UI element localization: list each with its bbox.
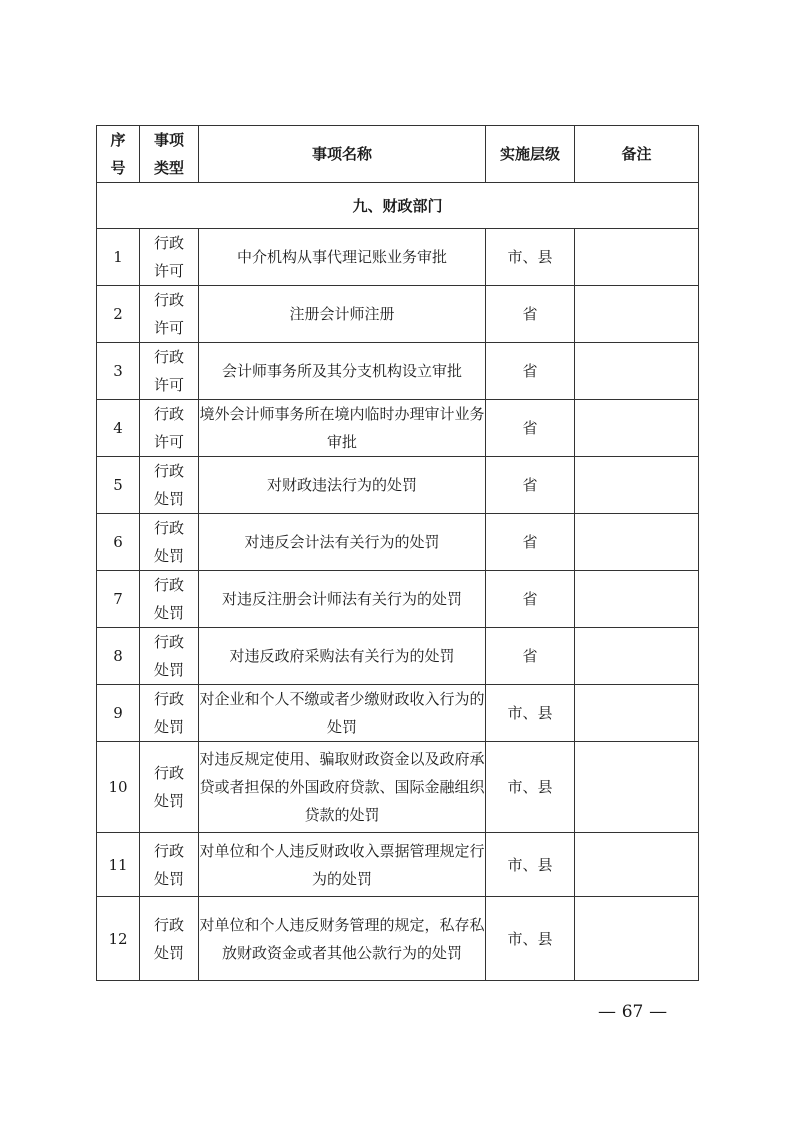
- row-number: 4: [97, 400, 140, 457]
- row-note: [575, 514, 699, 571]
- table-row: [97, 343, 699, 400]
- row-type-line1: 行政: [153, 405, 184, 423]
- row-note: [575, 897, 699, 981]
- row-note: [575, 742, 699, 833]
- row-type: [140, 833, 199, 897]
- row-type: [140, 229, 199, 286]
- row-type: [140, 343, 199, 400]
- section-title: 九、财政部门: [97, 183, 699, 229]
- row-level: 市、县: [486, 742, 575, 833]
- row-number: 1: [97, 229, 140, 286]
- row-type-line1: 行政: [153, 633, 184, 651]
- row-item-name: 对企业和个人不缴或者少缴财政收入行为的处罚: [199, 685, 486, 742]
- row-level: 省: [486, 514, 575, 571]
- table-row: [97, 571, 699, 628]
- row-number: 9: [97, 685, 140, 742]
- row-type: [140, 897, 199, 981]
- row-item-name: 注册会计师注册: [199, 286, 486, 343]
- row-type-line2: 许可: [153, 376, 184, 394]
- row-type: [140, 685, 199, 742]
- table-row: [97, 400, 699, 457]
- row-type-line1: 行政: [153, 462, 184, 480]
- row-type: [140, 286, 199, 343]
- row-level: 省: [486, 400, 575, 457]
- row-level: 省: [486, 286, 575, 343]
- row-type-line1: 行政: [153, 915, 184, 934]
- header-note: 备注: [575, 126, 699, 183]
- row-level: 省: [486, 571, 575, 628]
- row-number: 5: [97, 457, 140, 514]
- table-row: [97, 833, 699, 897]
- table-row: [97, 897, 699, 981]
- row-level: 省: [486, 457, 575, 514]
- footer-dash-right: —: [643, 1001, 668, 1022]
- row-item-name: 会计师事务所及其分支机构设立审批: [199, 343, 486, 400]
- row-type: [140, 628, 199, 685]
- row-item-name: 对违反会计法有关行为的处罚: [199, 514, 486, 571]
- row-number: 7: [97, 571, 140, 628]
- header-type-line2: 类型: [153, 159, 184, 177]
- row-item-name: 对违反政府采购法有关行为的处罚: [199, 628, 486, 685]
- row-type-line1: 行政: [153, 291, 184, 309]
- row-item-name: 对单位和个人违反财政收入票据管理规定行为的处罚: [199, 833, 486, 897]
- row-item-name: 对财政违法行为的处罚: [199, 457, 486, 514]
- footer-dash-left: —: [598, 1001, 622, 1022]
- row-number: 12: [97, 897, 140, 981]
- row-item-name: 中介机构从事代理记账业务审批: [199, 229, 486, 286]
- row-level: 市、县: [486, 685, 575, 742]
- row-type: [140, 571, 199, 628]
- row-item-name: 对单位和个人违反财务管理的规定，私存私放财政资金或者其他公款行为的处罚: [199, 897, 486, 981]
- row-type-line1: 行政: [153, 841, 184, 860]
- table-row: [97, 742, 699, 833]
- row-type-line2: 处罚: [153, 869, 184, 888]
- row-item-name: 对违反注册会计师法有关行为的处罚: [199, 571, 486, 628]
- row-type-line1: 行政: [153, 519, 184, 537]
- header-level: 实施层级: [486, 126, 575, 183]
- row-type: [140, 400, 199, 457]
- row-number: 2: [97, 286, 140, 343]
- row-note: [575, 457, 699, 514]
- row-type-line2: 处罚: [153, 604, 184, 622]
- row-note: [575, 400, 699, 457]
- row-type-line2: 许可: [153, 319, 184, 337]
- table-row: [97, 457, 699, 514]
- table-row: [97, 628, 699, 685]
- header-type-line1: 事项: [153, 131, 184, 149]
- row-number: 8: [97, 628, 140, 685]
- row-type-line2: 许可: [153, 262, 184, 280]
- row-level: 市、县: [486, 833, 575, 897]
- header-name: 事项名称: [199, 126, 486, 183]
- table-row: [97, 286, 699, 343]
- row-type: [140, 742, 199, 833]
- row-type-line2: 处罚: [153, 490, 184, 508]
- table-row: [97, 685, 699, 742]
- table-row: [97, 514, 699, 571]
- row-type-line2: 处罚: [153, 792, 184, 810]
- row-type-line2: 处罚: [153, 943, 184, 962]
- row-type-line1: 行政: [153, 576, 184, 594]
- row-type-line2: 处罚: [153, 661, 184, 679]
- header-no-line1: 序: [110, 131, 126, 149]
- row-level: 市、县: [486, 229, 575, 286]
- row-type-line2: 许可: [153, 433, 184, 451]
- row-number: 10: [97, 742, 140, 833]
- row-note: [575, 286, 699, 343]
- row-note: [575, 685, 699, 742]
- row-level: 市、县: [486, 897, 575, 981]
- page-number: 67: [621, 1002, 644, 1022]
- row-item-name: 对违反规定使用、骗取财政资金以及政府承贷或者担保的外国政府贷款、国际金融组织贷款的处罚: [199, 742, 486, 833]
- header-type: [140, 126, 199, 183]
- header-row: [97, 126, 699, 183]
- row-note: [575, 571, 699, 628]
- row-level: 省: [486, 628, 575, 685]
- row-number: 6: [97, 514, 140, 571]
- row-number: 11: [97, 833, 140, 897]
- section-row: [97, 183, 699, 229]
- row-note: [575, 628, 699, 685]
- row-type-line1: 行政: [153, 234, 184, 252]
- items-table: [96, 125, 699, 981]
- row-type: [140, 457, 199, 514]
- header-no-line2: 号: [110, 159, 126, 177]
- row-number: 3: [97, 343, 140, 400]
- row-level: 省: [486, 343, 575, 400]
- row-item-name: 境外会计师事务所在境内临时办理审计业务审批: [199, 400, 486, 457]
- row-note: [575, 229, 699, 286]
- row-type-line1: 行政: [153, 348, 184, 366]
- page-footer: [598, 1001, 667, 1022]
- row-type-line2: 处罚: [153, 718, 184, 736]
- row-type-line1: 行政: [153, 690, 184, 708]
- header-no: [97, 126, 140, 183]
- row-type-line2: 处罚: [153, 547, 184, 565]
- row-note: [575, 343, 699, 400]
- row-note: [575, 833, 699, 897]
- table-row: [97, 229, 699, 286]
- row-type-line1: 行政: [153, 764, 184, 782]
- row-type: [140, 514, 199, 571]
